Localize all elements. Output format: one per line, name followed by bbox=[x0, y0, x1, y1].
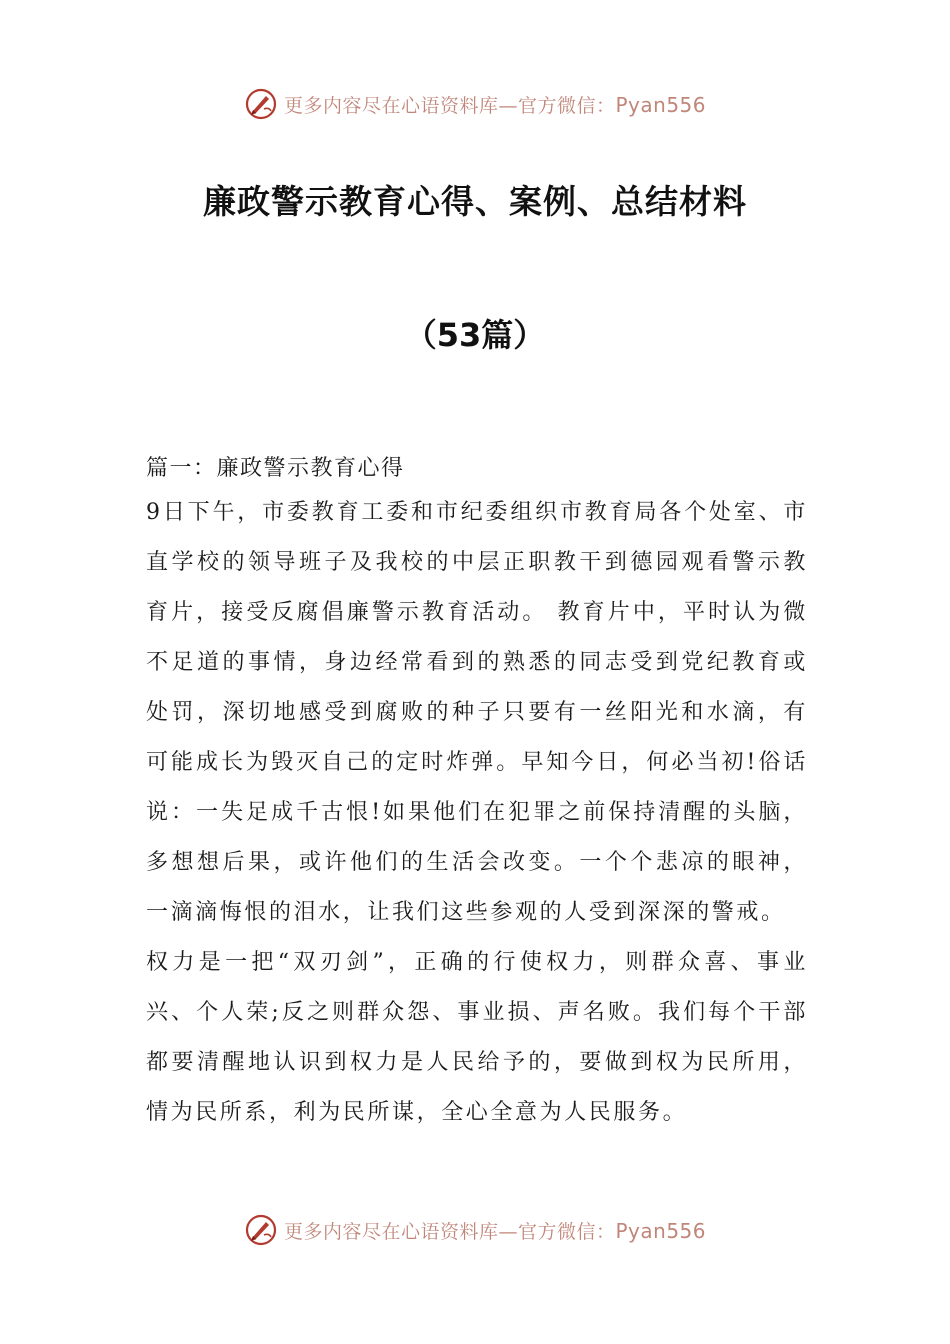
wechat-id: Pyan556 bbox=[615, 92, 707, 117]
section-heading: 篇一：廉政警示教育心得 bbox=[146, 456, 405, 481]
watermark-group bbox=[244, 87, 706, 121]
watermark-group bbox=[244, 1213, 706, 1247]
pen-logo-icon bbox=[244, 1213, 278, 1247]
header-watermark bbox=[0, 84, 950, 124]
pen-logo-icon bbox=[244, 87, 278, 121]
wechat-id: Pyan556 bbox=[615, 1218, 707, 1243]
watermark-text: 更多内容尽在心语资料库—官方微信：Pyan556 bbox=[283, 92, 707, 117]
document-body bbox=[146, 450, 808, 1138]
body-paragraph: 9日下午，市委教育工委和市纪委组织市教育局各个处室、市直学校的领导班子及我校的中层正职教干到德园观看警示教育片，接受反腐倡廉警示教育活动。 教育片中，平时认为微不足道的事情，身边经常看到的熟悉的同志受到党纪教育或处罚，深切地感受到腐败的种子只要有一丝阳光和水滴，有可能成长为毁灭自己的定时炸弹。早知今日，何必当初!俗话说：一失足成千古恨!如果他们在犯罪之前保持清醒的头脑，多想想后果，或许他们的生活会改变。一个个悲凉的眼神，一滴滴悔恨的泪水，让我们这些参观的人受到深深的警戒。 bbox=[146, 500, 808, 925]
watermark-text: 更多内容尽在心语资料库—官方微信：Pyan556 bbox=[283, 1218, 707, 1243]
document-subtitle: （53篇） bbox=[404, 316, 546, 354]
document-title: 廉政警示教育心得、案例、总结材料 bbox=[203, 182, 747, 221]
footer-watermark bbox=[0, 1210, 950, 1250]
body-paragraph: 权力是一把“双刃剑”，正确的行使权力，则群众喜、事业兴、个人荣;反之则群众怨、事业损、声名败。我们每个干部都要清醒地认识到权力是人民给予的，要做到权为民所用，情为民所系，利为民所谋，全心全意为人民服务。 bbox=[146, 950, 808, 1125]
